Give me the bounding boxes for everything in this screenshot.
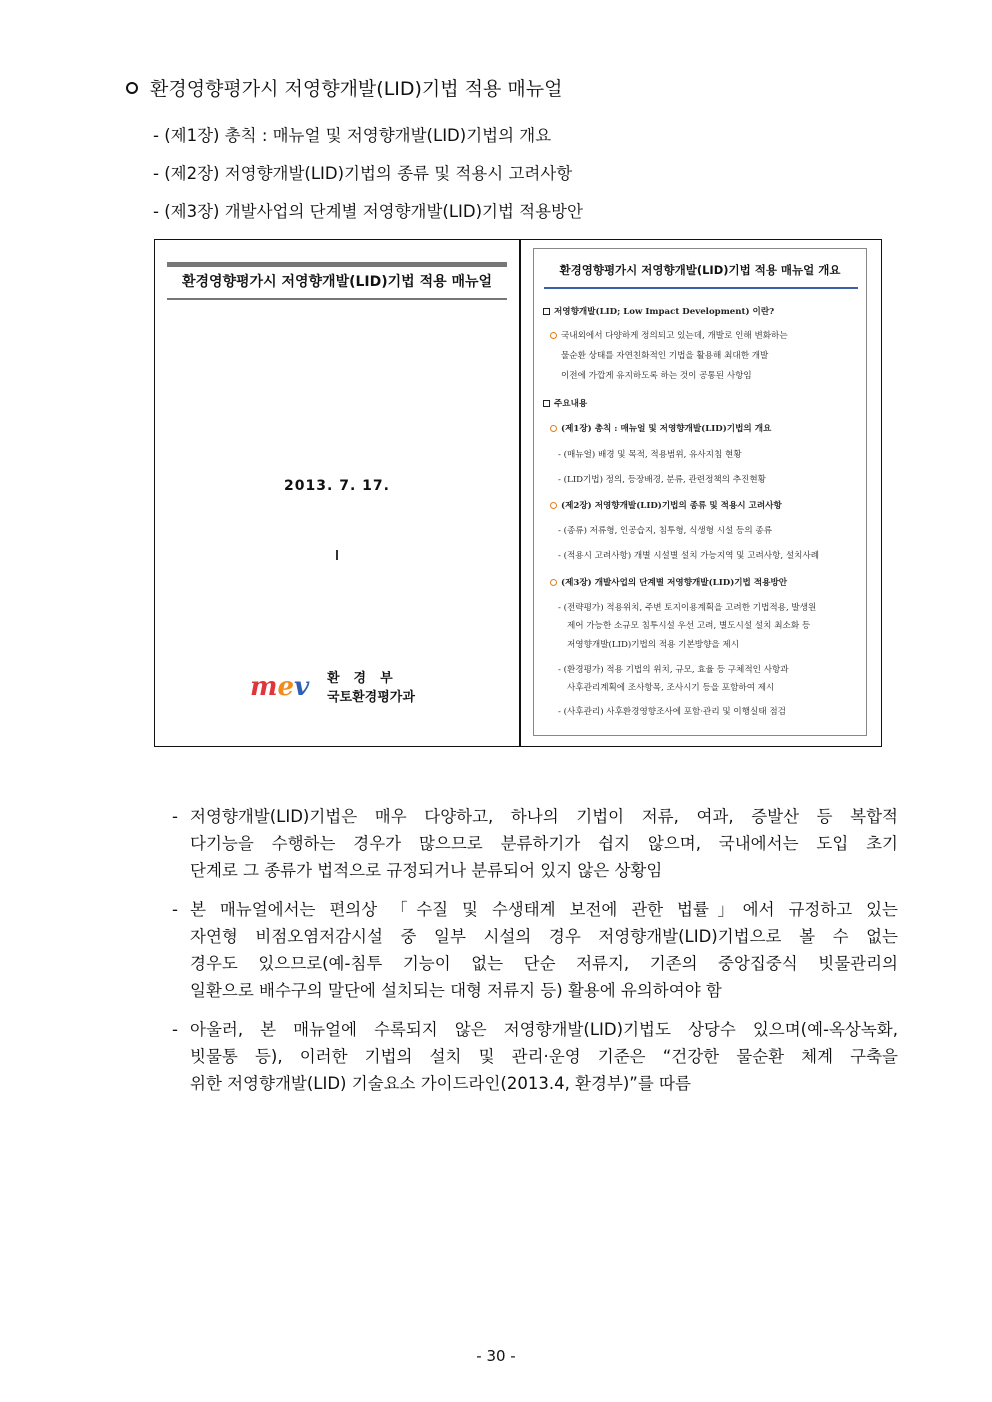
mev-logo-icon: mev [250, 672, 310, 702]
overview-line: 이전에 가깝게 유지하도록 하는 것이 공통된 사항임 [561, 371, 752, 381]
circle-bullet-icon [126, 82, 138, 94]
overview-line: - (매뉴얼) 배경 및 목적, 적용범위, 유사지침 현황 [558, 450, 742, 460]
section-heading [126, 74, 563, 101]
corner-mark [533, 727, 542, 736]
dash-bullet: - [172, 1020, 178, 1039]
corner-mark [858, 727, 867, 736]
cover-rule [167, 298, 507, 300]
overview-line: 국내외에서 다양하게 정의되고 있는데, 개발로 인해 변화하는 [550, 329, 788, 341]
overview-line: 제어 가능한 소규모 침투시설 우선 고려, 별도시설 설치 최소화 등 [567, 621, 811, 631]
circle-bullet-icon [550, 332, 557, 339]
circle-bullet-icon [550, 502, 557, 509]
paragraph-line: 위한 저영향개발(LID) 기술요소 가이드라인(2013.4, 환경부)”를 따름 [190, 1074, 691, 1093]
circle-bullet-icon [550, 579, 557, 586]
overview-line: 물순환 상태를 자연친화적인 기법을 활용해 최대한 개발 [561, 351, 769, 361]
overview-line: - (사후관리) 사후환경영향조사에 포함·관리 및 이행실태 점검 [558, 707, 786, 717]
overview-line: - (전략평가) 적용위치, 주변 토지이용계획을 고려한 기법적용, 발생원 [558, 603, 817, 613]
paragraph-line: 자연형 비점오염저감시설 중 일부 시설의 경우 저영향개발(LID)기법으로 볼 수 없는 [190, 927, 898, 946]
paragraph-line: 저영향개발(LID)기법은 매우 다양하고, 하나의 기법이 저류, 여과, 증발산 등 복합적 [190, 807, 898, 826]
paragraph-line: 경우도 있으므로(예-침투 기능이 없는 단순 저류지, 기존의 중앙집중식 빗물관리의 [190, 954, 898, 973]
cover-rule [167, 262, 507, 267]
dash-bullet: - [172, 807, 178, 826]
manual-figure [154, 239, 882, 747]
paragraph-line: 본 매뉴얼에서는 편의상 「수질 및 수생태계 보전에 관한 법률」에서 규정하고 있는 [190, 900, 898, 919]
dash-bullet: - [172, 900, 178, 919]
cover-date: 2013. 7. 17. [284, 478, 390, 494]
square-bullet-icon [543, 400, 550, 407]
paragraph-line: 빗물통 등), 이러한 기법의 설치 및 관리·운영 기준은 “건강한 물순환 체계 구축을 [190, 1047, 898, 1066]
overview-chapter: (제2장) 저영향개발(LID)기법의 종류 및 적용시 고려사항 [550, 499, 782, 511]
overview-title-rule [544, 287, 858, 289]
chapter-item: - (제3장) 개발사업의 단계별 저영향개발(LID)기법 적용방안 [153, 202, 583, 221]
overview-line: - (적용시 고려사항) 개별 시설별 설치 가능지역 및 고려사항, 설치사례 [558, 551, 820, 561]
chapter-item: - (제2장) 저영향개발(LID)기법의 종류 및 적용시 고려사항 [153, 164, 573, 183]
cover-title: 환경영향평가시 저영향개발(LID)기법 적용 매뉴얼 [181, 274, 493, 290]
manual-cover [155, 240, 519, 746]
org-name: 환경부 [327, 671, 407, 686]
overview-line: - (종류) 저류형, 인공습지, 침투형, 식생형 시설 등의 종류 [558, 526, 772, 536]
overview-line: 저영향개발(LID)기법의 적용 기본방향을 제시 [567, 640, 740, 650]
paragraph-line: 일환으로 배수구의 말단에 설치되는 대형 저류지 등) 활용에 유의하여야 함 [190, 981, 722, 1000]
overview-chapter: (제3장) 개발사업의 단계별 저영향개발(LID)기법 적용방안 [550, 576, 787, 588]
overview-line: 사후관리계획에 조사항목, 조사시기 등을 포함하여 제시 [567, 683, 775, 693]
chapter-item: - (제1장) 총칙 : 매뉴얼 및 저영향개발(LID)기법의 개요 [153, 126, 552, 145]
figure-divider [519, 240, 521, 746]
overview-chapter: (제1장) 총칙 : 매뉴얼 및 저영향개발(LID)기법의 개요 [550, 422, 771, 434]
paragraph-line: 단계로 그 종류가 법적으로 규정되거나 분류되어 있지 않은 상황임 [190, 861, 663, 880]
overview-section: 저영향개발(LID; Low Impact Development) 이란? [543, 305, 774, 317]
section-heading-text: 환경영향평가시 저영향개발(LID)기법 적용 매뉴얼 [150, 78, 563, 100]
org-dept: 국토환경평가과 [327, 690, 415, 705]
overview-line: - (LID기법) 정의, 등장배경, 분류, 관련정책의 추진현황 [558, 475, 766, 485]
overview-page [533, 248, 867, 736]
paragraph-line: 다기능을 수행하는 경우가 많으므로 분류하기가 쉽지 않으며, 국내에서는 도입 초기 [190, 834, 898, 853]
cover-mark [336, 550, 338, 560]
corner-mark [858, 248, 867, 257]
corner-mark [533, 248, 542, 257]
circle-bullet-icon [550, 425, 557, 432]
square-bullet-icon [543, 308, 550, 315]
paragraph-line: 아울러, 본 매뉴얼에 수록되지 않은 저영향개발(LID)기법도 상당수 있으며(예-옥상녹화, [190, 1020, 898, 1039]
page-number: - 30 - [476, 1347, 516, 1365]
overview-line: - (환경평가) 적용 기법의 위치, 규모, 효율 등 구체적인 사항과 [558, 665, 789, 675]
overview-section: 주요내용 [543, 397, 587, 409]
overview-title: 환경영향평가시 저영향개발(LID)기법 적용 매뉴얼 개요 [559, 263, 841, 277]
